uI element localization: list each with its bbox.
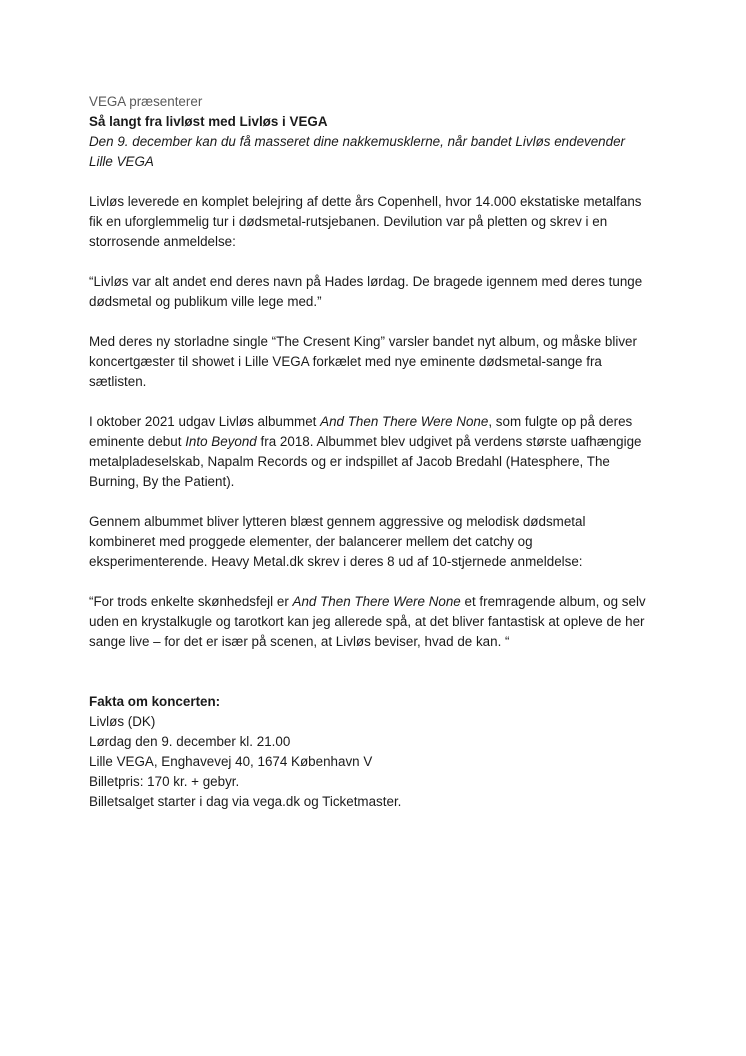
fact-sales: Billetsalget starter i dag via vega.dk og Ticketmaster.: [89, 794, 402, 809]
review-quote-heavymetal: [89, 592, 650, 652]
review-quote-devilution: “Livløs var alt andet end deres navn på Hades lørdag. De bragede igennem med deres tunge dødsmetal og publikum ville lege med.”: [89, 274, 643, 309]
album-text-a: I oktober 2021 udgav Livløs albummet: [89, 414, 321, 429]
album-text-c: fra 2018. Albummet blev udgivet på verdens største uafhængige metalpladeselskab, Napalm Records og er indspillet af Jacob Bredahl (Hatesphere, The Burning, By the Patient).: [89, 434, 642, 489]
intro-paragraph: Livløs leverede en komplet belejring af dette års Copenhell, hvor 14.000 ekstatiske metalfans fik en uforglemmelig tur i dødsmetal-rutsjebanen. Devilution var på pletten og skrev i en storrosende anmeldelse:: [89, 194, 642, 249]
debut-title: Into Beyond: [185, 434, 257, 449]
fact-artist: Livløs (DK): [89, 714, 156, 729]
headline: Så langt fra livløst med Livløs i VEGA: [89, 114, 328, 129]
presenter-line: VEGA præsenterer: [89, 94, 203, 109]
quote-album-title: And Then There Were None: [292, 594, 461, 609]
sound-paragraph: Gennem albummet bliver lytteren blæst gennem aggressive og melodisk dødsmetal kombineret med proggede elementer, der balancerer mellem det catchy og eksperimenterende. Heavy Metal.dk skrev i deres 8 ud af 10-stjernede anmeldelse:: [89, 514, 586, 569]
fact-date: Lørdag den 9. december kl. 21.00: [89, 734, 291, 749]
quote-text-a: “For trods enkelte skønhedsfejl er: [89, 594, 293, 609]
album-title: And Then There Were None: [320, 414, 489, 429]
subheadline: Den 9. december kan du få masseret dine nakkemusklerne, når bandet Livløs endevender Lille VEGA: [89, 134, 626, 169]
fact-venue: Lille VEGA, Enghavevej 40, 1674 København V: [89, 754, 373, 769]
quote-text-b: et fremragende album, og selv uden en krystalkugle og tarotkort kan jeg allerede spå, at det bliver fantastisk at opleve de her sange live – for det er især på scenen, at Livløs beviser, hvad de kan. “: [89, 594, 646, 649]
album-paragraph: [89, 412, 650, 492]
fact-price: Billetpris: 170 kr. + gebyr.: [89, 774, 240, 789]
single-paragraph: Med deres ny storladne single “The Cresent King” varsler bandet nyt album, og måske bliver koncertgæster til showet i Lille VEGA forkælet med nye eminente dødsmetal-sange fra sætlisten.: [89, 334, 637, 389]
album-text-b: , som fulgte op på deres eminente debut: [89, 414, 633, 449]
facts-heading: Fakta om koncerten:: [89, 694, 221, 709]
